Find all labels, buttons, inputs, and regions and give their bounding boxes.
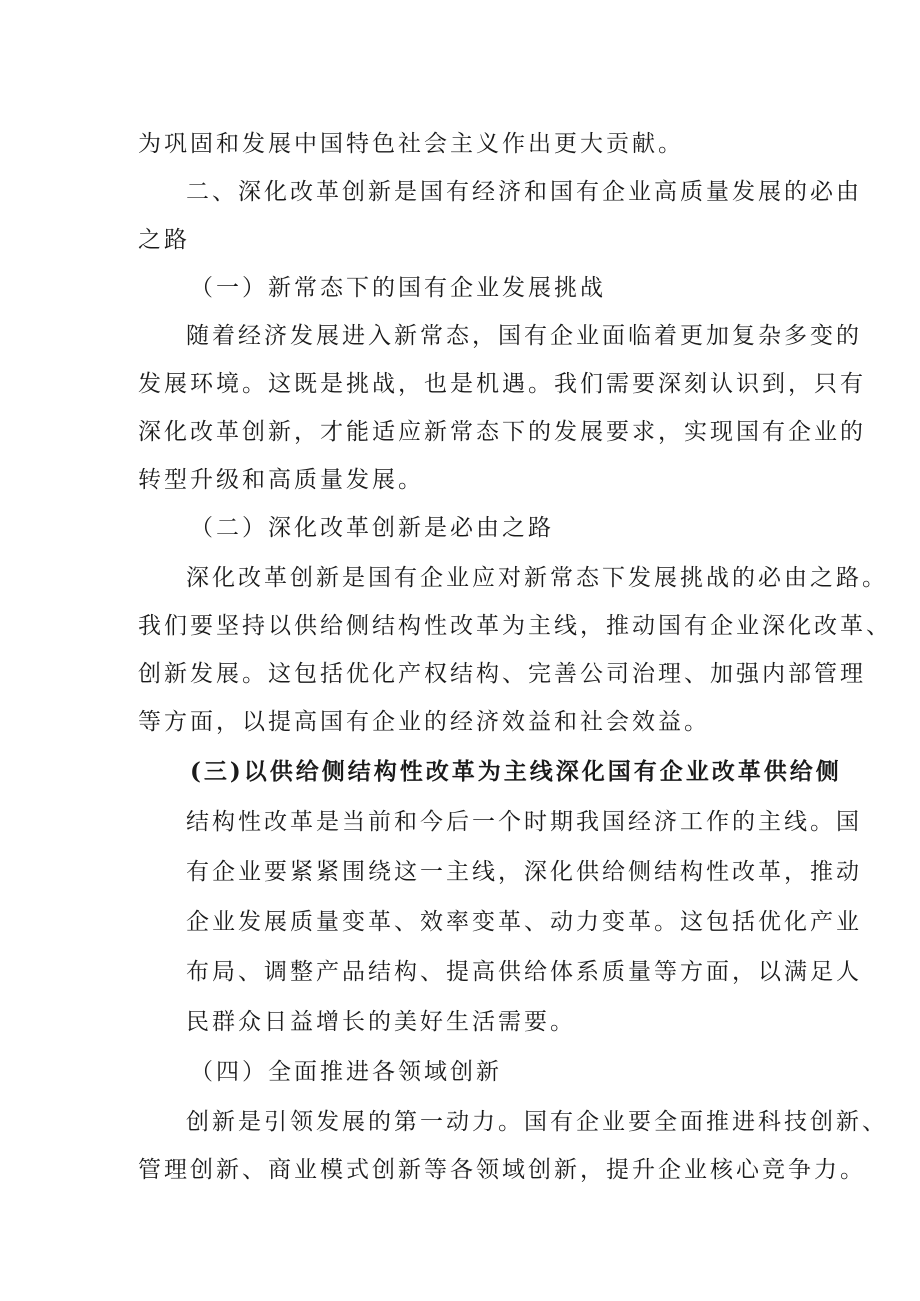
paragraph-line: 管理创新、商业模式创新等各领域创新，提升企业核心竞争力。 (138, 1157, 866, 1183)
section-heading: 二、深化改革创新是国有经济和国有企业高质量发展的必由 (186, 179, 862, 205)
paragraph-line: 为巩固和发展中国特色社会主义作出更大贡献。 (138, 131, 684, 157)
paragraph-line: 民群众日益增长的美好生活需要。 (186, 1009, 576, 1035)
paragraph-line: 创新是引领发展的第一动力。国有企业要全面推进科技创新、 (186, 1109, 888, 1135)
subsection-heading: （四）全面推进各领域创新 (190, 1059, 502, 1085)
paragraph-line: 深化改革创新，才能适应新常态下的发展要求，实现国有企业的 (138, 419, 866, 445)
paragraph-line: 随着经济发展进入新常态，国有企业面临着更加复杂多变的 (186, 323, 862, 349)
subsection-heading: （一）新常态下的国有企业发展挑战 (190, 275, 606, 301)
paragraph-line: 有企业要紧紧围绕这一主线，深化供给侧结构性改革，推动 (186, 859, 862, 885)
paragraph-line: 结构性改革是当前和今后一个时期我国经济工作的主线。国 (186, 809, 862, 835)
paragraph-line: 布局、调整产品结构、提高供给体系质量等方面，以满足人 (186, 959, 862, 985)
paragraph-line: 发展环境。这既是挑战，也是机遇。我们需要深刻认识到，只有 (138, 371, 866, 397)
paragraph-line: 创新发展。这包括优化产权结构、完善公司治理、加强内部管理 (138, 661, 866, 687)
paragraph-line: 深化改革创新是国有企业应对新常态下发展挑战的必由之路。 (186, 565, 888, 591)
paragraph-line: 我们要坚持以供给侧结构性改革为主线，推动国有企业深化改革、 (138, 613, 892, 639)
subsection-heading: （二）深化改革创新是必由之路 (190, 515, 554, 541)
paragraph-line: 企业发展质量变革、效率变革、动力变革。这包括优化产业 (186, 909, 862, 935)
section-heading-continued: 之路 (138, 227, 190, 253)
subsection-heading: (三)以供给侧结构性改革为主线深化国有企业改革供给侧 (190, 758, 842, 785)
paragraph-line: 转型升级和高质量发展。 (138, 467, 424, 493)
paragraph-line: 等方面，以提高国有企业的经济效益和社会效益。 (138, 709, 710, 735)
